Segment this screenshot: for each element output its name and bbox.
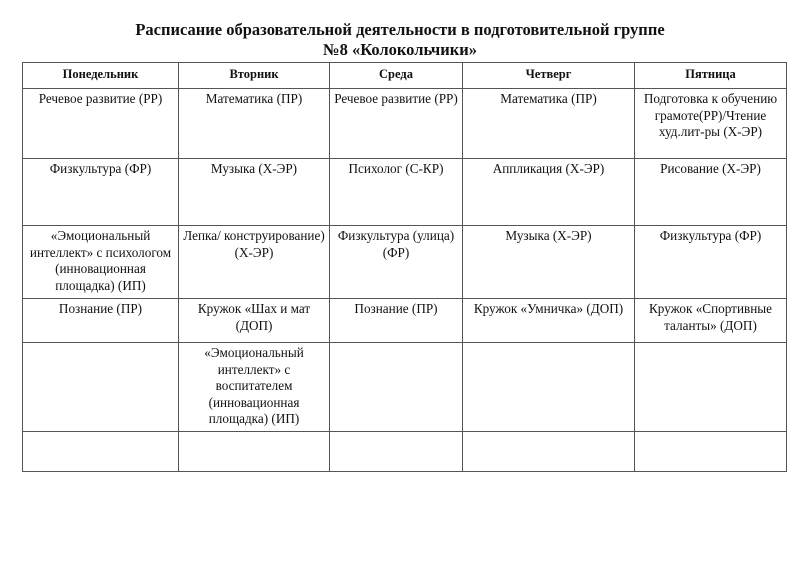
table-cell: Физкультура (ФР) [23,159,179,226]
table-row [23,226,787,299]
table-cell: Музыка (Х-ЭР) [179,159,330,226]
table-cell: Психолог (С-КР) [330,159,463,226]
table-cell: Подготовка к обучению грамоте(РР)/Чтение худ.лит-ры (Х-ЭР) [635,89,787,159]
table-cell [463,432,635,472]
title-line-2: №8 «Колокольчики» [322,40,477,59]
header-tuesday: Вторник [179,63,330,89]
table-cell: Физкультура (улица) (ФР) [330,226,463,299]
table-cell [635,432,787,472]
table-cell [179,432,330,472]
table-cell: Кружок «Шах и мат (ДОП) [179,299,330,343]
table-cell: Речевое развитие (РР) [330,89,463,159]
table-cell: «Эмоциональный интеллект» с психологом (инновационная площадка) (ИП) [23,226,179,299]
table-row [23,343,787,432]
table-cell: Математика (ПР) [463,89,635,159]
table-row [23,432,787,472]
table-cell: Рисование (Х-ЭР) [635,159,787,226]
header-friday: Пятница [635,63,787,89]
table-cell [463,343,635,432]
table-cell: Кружок «Умничка» (ДОП) [463,299,635,343]
table-cell [330,432,463,472]
table-cell [23,432,179,472]
table-cell: Математика (ПР) [179,89,330,159]
table-cell: Музыка (Х-ЭР) [463,226,635,299]
header-thursday: Четверг [463,63,635,89]
header-monday: Понедельник [23,63,179,89]
table-row [23,299,787,343]
table-cell [635,343,787,432]
schedule-table [22,62,787,472]
table-cell [23,343,179,432]
table-cell: Познание (ПР) [330,299,463,343]
table-cell: Кружок «Спортивные таланты» (ДОП) [635,299,787,343]
title-line-1: Расписание образовательной деятельности в подготовительной группе [135,20,665,39]
table-cell: Аппликация (Х-ЭР) [463,159,635,226]
header-wednesday: Среда [330,63,463,89]
table-row [23,159,787,226]
table-cell: «Эмоциональный интеллект» с воспитателем (инновационная площадка) (ИП) [179,343,330,432]
header-row [23,63,787,89]
table-cell: Лепка/ конструирование) (Х-ЭР) [179,226,330,299]
table-cell: Познание (ПР) [23,299,179,343]
table-cell: Физкультура (ФР) [635,226,787,299]
table-row [23,89,787,159]
table-cell [330,343,463,432]
table-cell: Речевое развитие (РР) [23,89,179,159]
document-title [0,20,800,60]
